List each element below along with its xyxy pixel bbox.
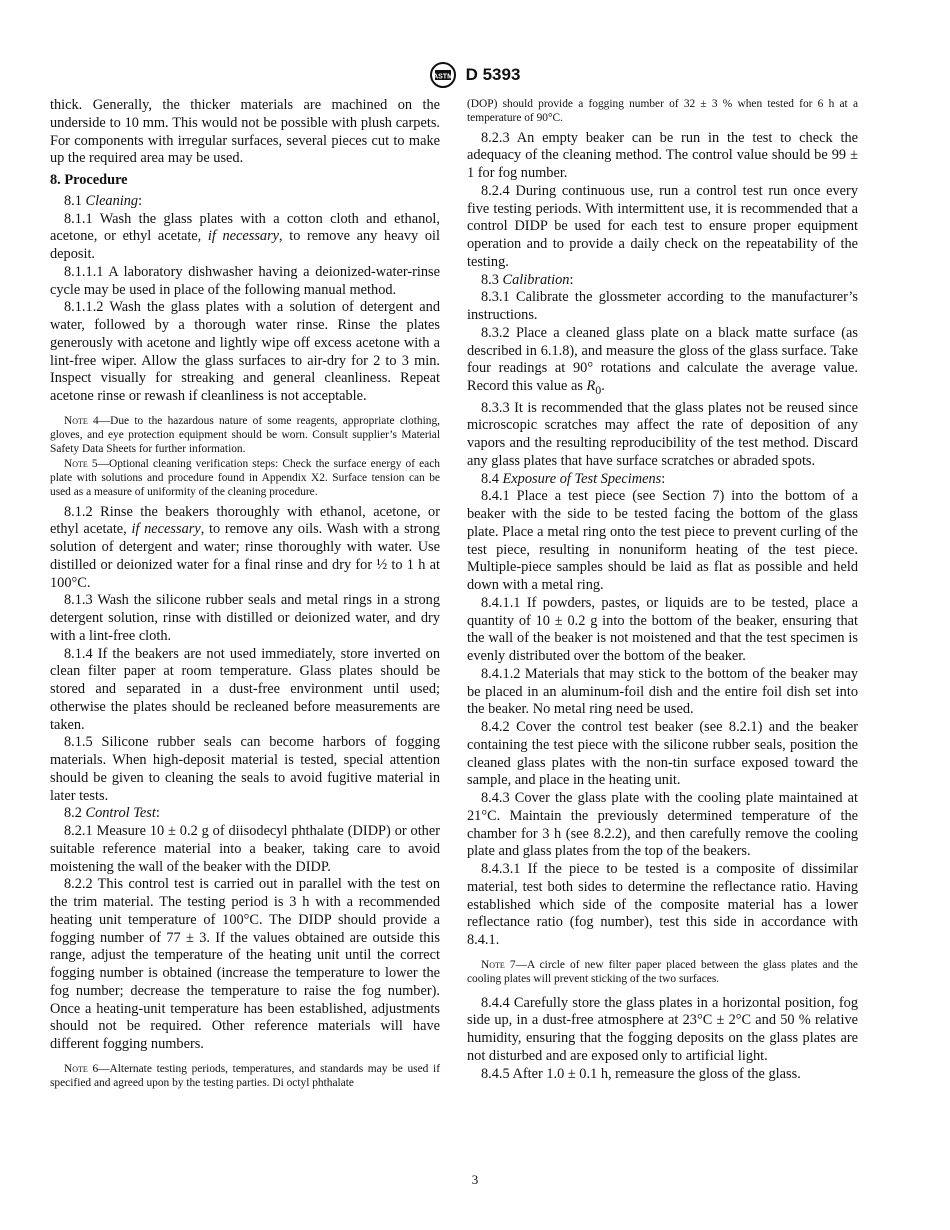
logo-text: ASTM — [432, 73, 453, 81]
note-5: Note 5—Optional cleaning verification steps: Check the surface energy of each plate with solutions and procedure found in Appendix X2. Surface tension can be used as a measure of uniformity of the cleaning procedure. — [50, 457, 440, 499]
subsection-8-1: 8.1 Cleaning: — [64, 192, 143, 209]
section-heading-procedure: 8. Procedure — [50, 172, 128, 188]
paragraph-8-2-1: 8.2.1 Measure 10 ± 0.2 g of diisodecyl phthalate (DIDP) or other suitable reference material into a beaker, taking care to avoid moistening the wall of the beaker with the DIDP. — [50, 823, 440, 875]
subsection-8-2: 8.2 Control Test: — [64, 805, 160, 822]
paragraph-8-4-1-2: 8.4.1.2 Materials that may stick to the bottom of the beaker may be placed in an aluminum-foil dish and the entire foil dish set into the beaker. No metal ring need be used. — [467, 665, 858, 718]
paragraph-continuation: thick. Generally, the thicker materials are machined on the underside to 10 mm. This would not be possible with plush carpets. For components with irregular surfaces, several pieces cut to make up the required area may be used. — [50, 97, 440, 167]
note-7: Note 7—A circle of new filter paper placed between the glass plates and the cooling plates will prevent sticking of the two surfaces. — [467, 958, 858, 986]
paragraph-8-4-3: 8.4.3 Cover the glass plate with the cooling plate maintained at 21°C. Maintain the previously determined temperature of the chamber for 3 h (see 8.2.2), and then carefully remove the cooling plate and glass plates from the top of the beakers. — [467, 790, 858, 860]
paragraph-8-2-4: 8.2.4 During continuous use, run a control test run once every five testing periods. With intermittent use, it is recommended that a control DIDP be used for each test to ensure proper equipment operation and to provide a daily check on the repeatability of the testing. — [467, 182, 858, 270]
subsection-8-3: 8.3 Calibration: — [481, 271, 574, 288]
paragraph-8-1-1: 8.1.1 Wash the glass plates with a cotton cloth and ethanol, acetone, or ethyl acetate, if necessary, to remove any heavy oil deposit. — [50, 210, 440, 262]
paragraph-8-3-1: 8.3.1 Calibrate the glossmeter according to the manufacturer’s instructions. — [467, 289, 858, 324]
left-column — [50, 97, 440, 1090]
paragraph-8-1-4: 8.1.4 If the beakers are not used immediately, store inverted on clean filter paper at room temperature. Glass plates should be stored and separated in a dust-free environment until used; otherwise the plates should be recleaned before measurements are taken. — [50, 645, 440, 733]
note-4: Note 4—Due to the hazardous nature of some reagents, appropriate clothing, gloves, and eye protection equipment should be worn. Consult supplier’s Material Safety Data Sheets for further information. — [50, 414, 440, 456]
paragraph-8-1-3: 8.1.3 Wash the silicone rubber seals and metal rings in a strong detergent solution, rinse with distilled or deionized water, and dry with a lint-free cloth. — [50, 592, 440, 644]
paragraph-8-4-3-1: 8.4.3.1 If the piece to be tested is a composite of dissimilar material, test both sides to determine the reflectance ratio. Having established which side of the composite material has a lower reflectance ratio (fog number), test this side in accordance with 8.4.1. — [467, 861, 858, 949]
paragraph-8-1-5: 8.1.5 Silicone rubber seals can become harbors of fogging materials. When high-deposit material is tested, special attention should be given to cleaning the seals to avoid fugitive material in later tests. — [50, 734, 440, 804]
paragraph-8-2-2: 8.2.2 This control test is carried out in parallel with the test on the trim material. The testing period is 3 h with a recommended heating unit temperature of 100°C. The DIDP should provide a fogging number of 77 ± 3. If the values obtained are outside this range, adjust the temperature of the heating unit until the correct fogging number is obtained (increase the temperature to lower the fog number; decrease the temperature to raise the fog number). Once a heating-unit temperature has been established, adjustments should not be required. Other reference materials will have different fogging numbers. — [50, 876, 440, 1053]
paragraph-8-3-3: 8.3.3 It is recommended that the glass plates not be reused since microscopic scratches may affect the rate of deposition of any vapors and the resulting reproducibility of the test method. Discard any glass plates that have surface scratches or abraded spots. — [467, 399, 858, 469]
note-6-continuation: (DOP) should provide a fogging number of 32 ± 3 % when tested for 6 h at a temperature of 90°C. — [467, 98, 858, 125]
standard-designation: D 5393 — [465, 65, 521, 84]
paragraph-8-4-4: 8.4.4 Carefully store the glass plates in a horizontal position, fog side up, in a dust-free atmosphere at 23°C ± 2°C and 50 % relative humidity, ensuring that the fogging deposits on the glass plates are not disturbed and are exposed only to artificial light. — [467, 994, 858, 1064]
paragraph-8-4-1: 8.4.1 Place a test piece (see Section 7) into the bottom of a beaker with the side to be tested facing the bottom of the glass plate. Place a metal ring onto the test piece to prevent curling of the test piece, resulting in nonuniform heating of the test piece. Multiple-piece samples should be laid as flat as possible and held down with a metal ring. — [467, 488, 858, 594]
page-header — [0, 62, 950, 88]
paragraph-8-1-1-1: 8.1.1.1 A laboratory dishwasher having a deionized-water-rinse cycle may be used in place of the following manual method. — [50, 263, 440, 298]
paragraph-8-4-5: 8.4.5 After 1.0 ± 0.1 h, remeasure the gloss of the glass. — [481, 1065, 801, 1082]
right-column — [467, 97, 858, 1083]
page-number: 3 — [471, 1172, 479, 1187]
paragraph-8-2-3: 8.2.3 An empty beaker can be run in the test to check the adequacy of the cleaning method. The control value should be 99 ± 1 for fog number. — [467, 129, 858, 182]
astm-logo-icon — [430, 62, 456, 88]
paragraph-8-1-2: 8.1.2 Rinse the beakers thoroughly with ethanol, acetone, or ethyl acetate, if necessary, to remove any oils. Wash with a strong solution of detergent and water; rinse thoroughly with water. Use distilled or deionized water for a final rinse and dry for ½ to 1 h at 100°C. — [50, 503, 440, 591]
paragraph-8-4-1-1: 8.4.1.1 If powders, pastes, or liquids are to be tested, place a quantity of 10 ± 0.2 g into the bottom of the beaker, ensuring that the wall of the beaker is not moistened and that the test specimen is evenly distributed over the bottom of the beaker. — [467, 594, 858, 665]
subsection-8-4: 8.4 Exposure of Test Specimens: — [481, 470, 666, 487]
note-6: Note 6—Alternate testing periods, temperatures, and standards may be used if specified and agreed upon by the testing parties. Di octyl phthalate — [50, 1062, 440, 1090]
paragraph-8-3-2: 8.3.2 Place a cleaned glass plate on a black matte surface (as described in 6.1.8), and measure the gloss of the glass surface. Take four readings at 90° rotations and calculate the average value. Record this value as $R_0$. — [467, 324, 858, 397]
paragraph-8-1-1-2: 8.1.1.2 Wash the glass plates with a solution of detergent and water, followed by a thorough water rinse. Rinse the plates generously with acetone and lightly wipe off excess acetone with a lint-free wiper. Allow the glass surfaces to air-dry for 2 to 3 min. Inspect visually for streaking and general cleanliness. Repeat acetone rinse or rewash if cleanliness is not acceptable. — [50, 299, 440, 404]
paragraph-8-4-2: 8.4.2 Cover the control test beaker (see 8.2.1) and the beaker containing the test piece with the silicone rubber seals, position the cleaned glass plates with the non-tin surface exposed toward the sample, and place in the heating unit. — [467, 719, 858, 789]
